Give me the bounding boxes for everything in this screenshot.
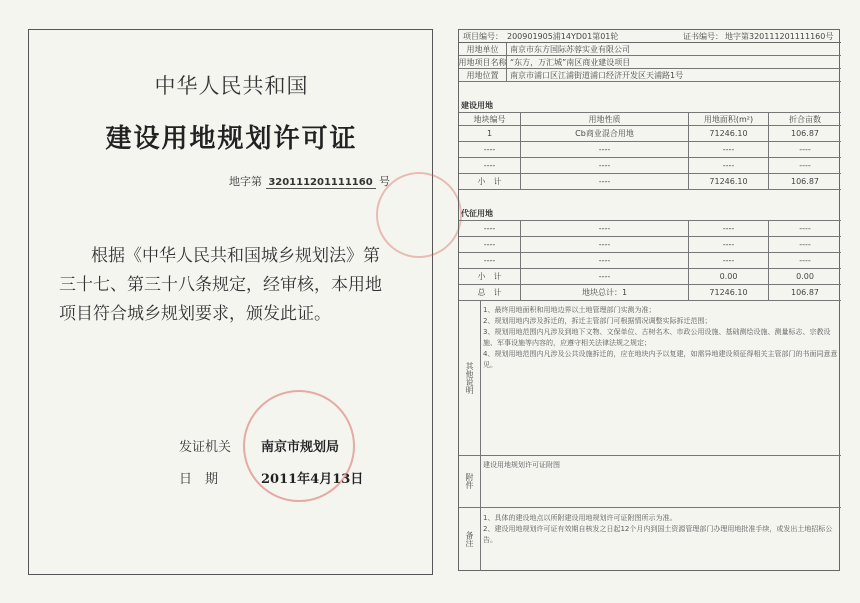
total-area: 71246.10 bbox=[689, 285, 769, 300]
cert-number-label: 证书编号： bbox=[683, 32, 723, 41]
cell-plot: 小 计 bbox=[459, 269, 521, 284]
info-row-project bbox=[459, 56, 841, 69]
cell-use: ---- bbox=[521, 253, 689, 268]
cell-plot: ---- bbox=[459, 142, 521, 157]
total-mu: 106.87 bbox=[791, 288, 819, 297]
info-row-unit bbox=[459, 43, 841, 56]
country-name: 中华人民共和国 bbox=[154, 74, 309, 98]
header-plot-no: 地块编号 bbox=[459, 113, 521, 125]
table-row bbox=[459, 142, 841, 158]
cell-mu: 106.87 bbox=[791, 177, 819, 186]
cell-mu: ---- bbox=[799, 240, 811, 249]
issuer-label: 发证机关 bbox=[179, 440, 232, 455]
body-line-3: 项目符合城乡规划要求，颁发此证。 bbox=[59, 304, 331, 324]
info-row-location bbox=[459, 69, 841, 82]
cell-area: ---- bbox=[689, 158, 769, 173]
cell-use: ---- bbox=[521, 142, 689, 157]
remarks bbox=[483, 513, 839, 546]
info-value: 南京市东方国际苏蓉实业有限公司 bbox=[510, 44, 630, 54]
cell-use: ---- bbox=[521, 237, 689, 252]
body-line-1: 根据《中华人民共和国城乡规划法》第 bbox=[91, 246, 380, 266]
cell-plot: ---- bbox=[459, 253, 521, 268]
cell-plot: ---- bbox=[459, 221, 521, 236]
remark-item: 1、具体的建设地点以所附建设用地规划许可证附图所示为准。 bbox=[483, 514, 677, 522]
info-label: 用地项目名称 bbox=[459, 57, 507, 67]
subtotal-row bbox=[459, 269, 841, 285]
cell-use: Cb商业混合用地 bbox=[521, 126, 689, 141]
official-seal bbox=[243, 390, 355, 502]
subtotal-row bbox=[459, 174, 841, 190]
info-value: 南京市浦口区江浦街道浦口经济开发区天浦路1号 bbox=[510, 70, 684, 80]
cell-plot: ---- bbox=[459, 237, 521, 252]
cell-use: ---- bbox=[521, 221, 689, 236]
certificate-body bbox=[59, 242, 411, 329]
cell-area: ---- bbox=[689, 253, 769, 268]
other-notes bbox=[483, 305, 839, 371]
note-item: 1、最终用地面积和用地边界以土地管理部门实测为准； bbox=[483, 306, 656, 314]
body-line-2: 三十七、第三十八条规定，经审核，本用地 bbox=[59, 275, 382, 295]
cell-use: ---- bbox=[521, 174, 689, 189]
section-replacement-land: 代征用地 bbox=[461, 209, 493, 218]
cell-mu: ---- bbox=[799, 256, 811, 265]
cell-plot: ---- bbox=[459, 158, 521, 173]
certificate-detail-page bbox=[458, 29, 840, 571]
cert-number: 320111201111160 bbox=[266, 177, 376, 189]
cell-plot: 1 bbox=[459, 126, 521, 141]
seam-seal bbox=[376, 172, 462, 258]
cell-area: ---- bbox=[689, 237, 769, 252]
remarks-label bbox=[459, 507, 481, 571]
table-row bbox=[459, 126, 841, 142]
total-count: 地块总计：1 bbox=[521, 285, 689, 300]
cell-mu: 106.87 bbox=[791, 129, 819, 138]
attachment-value: 建设用地规划许可证附图 bbox=[483, 461, 560, 469]
header-mu: 折合亩数 bbox=[789, 114, 821, 124]
attachment-label bbox=[459, 455, 481, 507]
table-row bbox=[459, 221, 841, 237]
certificate-number-line bbox=[229, 173, 390, 189]
divider bbox=[459, 455, 841, 456]
cell-area: 71246.10 bbox=[689, 126, 769, 141]
header-area: 用地面积(m²) bbox=[689, 113, 769, 125]
info-label: 用地位置 bbox=[459, 69, 507, 81]
cert-suffix: 号 bbox=[379, 175, 390, 188]
cell-mu: 0.00 bbox=[796, 272, 814, 281]
remark-label-text: 备注 bbox=[465, 531, 474, 547]
cell-area: ---- bbox=[689, 142, 769, 157]
cell-use: ---- bbox=[521, 269, 689, 284]
cell-area: 0.00 bbox=[689, 269, 769, 284]
issue-date: 2011年4月13日 bbox=[261, 472, 364, 487]
remark-item: 2、建设用地规划许可证有效期自核发之日起12个月内到国土资源管理部门办理用地批准手续，或发出土地招标公告。 bbox=[483, 525, 833, 544]
divider bbox=[459, 507, 841, 508]
info-value: “东方，万汇城”南区商业建设项目 bbox=[510, 57, 631, 67]
table-row bbox=[459, 253, 841, 269]
cell-mu: ---- bbox=[799, 161, 811, 170]
note-item: 3、规划用地范围内凡涉及到地下文物、文保单位、古树名木、市政公用设施、基础测绘设施、测量标志、宗教设施、军事设施等内容的，应遵守相关法律法规之规定； bbox=[483, 328, 831, 347]
table-header-row bbox=[459, 113, 841, 126]
certificate-front-page bbox=[28, 29, 433, 575]
header-row bbox=[459, 28, 841, 43]
issuer-name: 南京市规划局 bbox=[261, 440, 340, 455]
cell-plot: 小 计 bbox=[459, 174, 521, 189]
table-row bbox=[459, 237, 841, 253]
cell-area: 71246.10 bbox=[689, 174, 769, 189]
cert-number-right: 地字第320111201111160号 bbox=[725, 32, 834, 41]
note-item: 4、规划用地范围内凡涉及公共设施拆迁的，应在地块内予以复建，如需异地建设须征得相关主管部门的书面同意意见。 bbox=[483, 350, 838, 369]
attach-label-text: 附件 bbox=[465, 473, 474, 489]
certificate-title: 建设用地规划许可证 bbox=[105, 124, 358, 154]
total-label: 总 计 bbox=[459, 285, 521, 300]
cell-area: ---- bbox=[689, 221, 769, 236]
other-notes-label bbox=[459, 301, 481, 455]
cell-use: ---- bbox=[521, 158, 689, 173]
info-label: 用地单位 bbox=[459, 43, 507, 55]
table-row bbox=[459, 158, 841, 174]
project-number-label: 项目编号： bbox=[463, 32, 503, 41]
cell-mu: ---- bbox=[799, 145, 811, 154]
other-label-text: 其他说明 bbox=[465, 362, 474, 394]
total-row bbox=[459, 285, 841, 301]
cell-mu: ---- bbox=[799, 224, 811, 233]
cert-prefix: 地字第 bbox=[229, 175, 262, 188]
date-label: 日 期 bbox=[179, 472, 219, 487]
note-item: 2、规划用地内涉及拆迁的，拆迁主管部门可根据情况调整实际拆迁范围； bbox=[483, 317, 712, 325]
section-construction-land: 建设用地 bbox=[461, 101, 493, 110]
project-number: 200901905浦14YD01第01轮 bbox=[507, 32, 619, 41]
header-land-use: 用地性质 bbox=[521, 113, 689, 125]
